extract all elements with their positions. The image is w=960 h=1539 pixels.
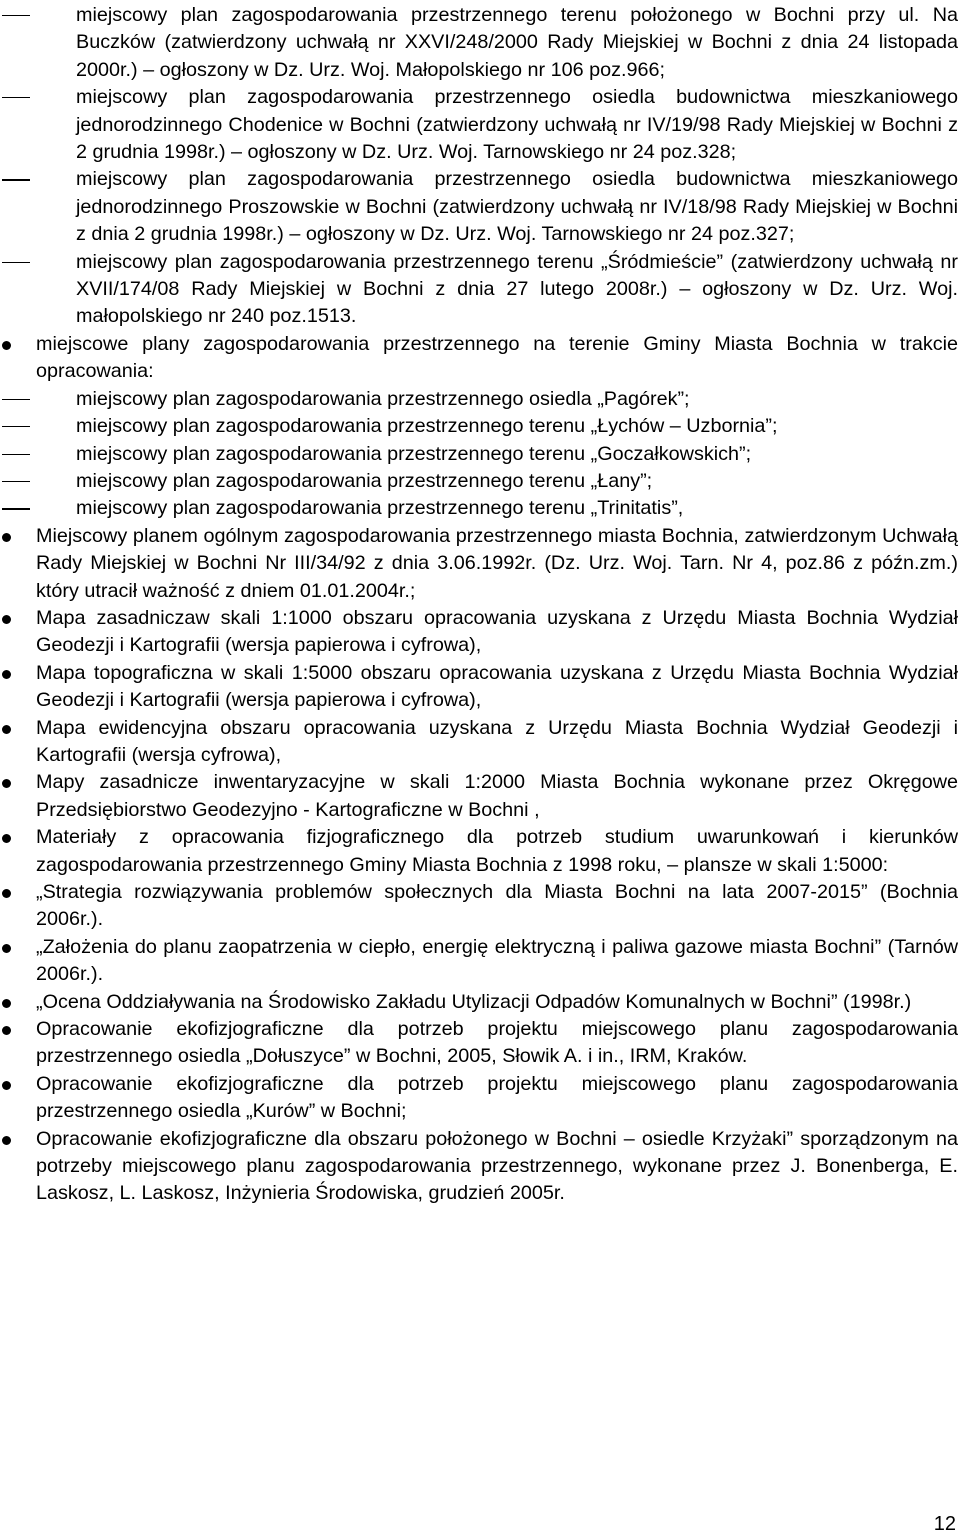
dash-marker (2, 84, 30, 111)
document-body (0, 2, 958, 1208)
bullet-icon (2, 824, 12, 851)
bullet-item-text: Miejscowy planem ogólnym zagospodarowania przestrzennego miasta Bochnia, zatwierdzonym Uchwałą Rady Miejskiej w Bochni Nr III/34/92 z dnia 3.06.1992r. (Dz. Urz. Woj. Tarn. Nr 4, poz.86 z późn.zm.) który utracił ważność z dniem 01.01.2004r.; (36, 524, 958, 602)
list-item (0, 413, 958, 440)
list-item-text: miejscowy plan zagospodarowania przestrzennego osiedla budownictwa mieszkaniowego jednorodzinnego Chodenice w Bochni (zatwierdzony uchwałą nr IV/19/98 Rady Miejskiej w Bochni z 2 grudnia 1998r.) – ogłoszony w Dz. Urz. Woj. Tarnowskiego nr 24 poz.328; (76, 86, 958, 164)
bullet-item (0, 824, 958, 879)
page-number: 12 (933, 1513, 956, 1535)
bullet-item-text: „Założenia do planu zaopatrzenia w ciepło, energię elektryczną i paliwa gazowe miasta Bochni” (Tarnów 2006r.). (36, 935, 958, 986)
bullet-item (0, 660, 958, 715)
list-item-text: miejscowy plan zagospodarowania przestrzennego terenu „Łany”; (76, 469, 653, 492)
list-item-text: miejscowy plan zagospodarowania przestrzennego terenu „Trinitatis”, (76, 497, 684, 520)
dash-marker (2, 413, 30, 440)
bullet-item-text: „Ocena Oddziaływania na Środowisko Zakładu Utylizacji Odpadów Komunalnych w Bochni” (1998r.) (36, 990, 912, 1013)
bullet-item (0, 331, 958, 386)
bullet-item (0, 715, 958, 770)
list-item-text: miejscowy plan zagospodarowania przestrzennego terenu położonego w Bochni przy ul. Na Buczków (zatwierdzony uchwałą nr XXVI/248/2000 Rady Miejskiej w Bochni z dnia 24 listopada 2000r.) – ogłoszony w Dz. Urz. Woj. Małopolskiego nr 106 poz.966; (76, 4, 958, 81)
list-item (0, 468, 958, 495)
bullet-icon (2, 989, 12, 1016)
bullet-item (0, 1071, 958, 1126)
bullet-item (0, 1016, 958, 1071)
list-item-text: miejscowy plan zagospodarowania przestrzennego terenu „Łychów – Uzbornia”; (76, 415, 778, 438)
list-item (0, 2, 958, 84)
bullet-item (0, 605, 958, 660)
list-item (0, 166, 958, 248)
bullet-item-text: Mapa topograficzna w skali 1:5000 obszaru opracowania uzyskana z Urzędu Miasta Bochnia Wydział Geodezji i Kartografii (wersja papierowa i cyfrowa), (36, 661, 958, 712)
list-item-text: miejscowy plan zagospodarowania przestrzennego osiedla budownictwa mieszkaniowego jednorodzinnego Proszowskie w Bochni (zatwierdzony uchwałą nr IV/18/98 Rady Miejskiej w Bochni z dnia 2 grudnia 1998r.) – ogłoszony w Dz. Urz. Woj. Tarnowskiego nr 24 poz.327; (76, 168, 958, 246)
bullet-item (0, 879, 958, 934)
bullet-item (0, 523, 958, 605)
list-item (0, 84, 958, 166)
dash-marker (2, 386, 30, 413)
bullet-item-text: „Strategia rozwiązywania problemów społecznych dla Miasta Bochni na lata 2007-2015” (Bochnia 2006r.). (36, 881, 958, 931)
list-item-text: miejscowy plan zagospodarowania przestrzennego osiedla „Pagórek”; (76, 387, 690, 410)
bullet-icon (2, 1071, 12, 1098)
dash-marker (2, 441, 30, 468)
dash-marker (2, 249, 30, 276)
bullet-item-text: miejscowe plany zagospodarowania przestrzennego na terenie Gminy Miasta Bochnia w trakcie opracowania: (36, 332, 958, 383)
bullet-icon (2, 1016, 12, 1043)
dash-marker (2, 166, 30, 193)
bullet-icon (2, 769, 12, 796)
list-item-text: miejscowy plan zagospodarowania przestrzennego terenu „Goczałkowskich”; (76, 442, 752, 465)
dash-marker (2, 2, 30, 29)
list-item (0, 249, 958, 331)
list-item (0, 441, 958, 468)
bullet-item-text: Opracowanie ekofizjograficzne dla potrzeb projektu miejscowego planu zagospodarowania przestrzennego osiedla „Kurów” w Bochni; (36, 1072, 958, 1123)
bullet-icon (2, 1126, 12, 1153)
bullet-icon (2, 934, 12, 961)
dash-marker (2, 495, 30, 522)
bullet-item-text: Mapy zasadnicze inwentaryzacyjne w skali 1:2000 Miasta Bochnia wykonane przez Okręgowe Przedsiębiorstwo Geodezyjno - Kartograficzne w Bochni , (36, 771, 958, 821)
list-item (0, 386, 958, 413)
bullet-icon (2, 660, 12, 687)
bullet-item (0, 934, 958, 989)
bullet-item-text: Mapa ewidencyjna obszaru opracowania uzyskana z Urzędu Miasta Bochnia Wydział Geodezji i Kartografii (wersja cyfrowa), (36, 716, 958, 766)
bullet-item (0, 1126, 958, 1208)
bullet-item (0, 769, 958, 824)
bullet-icon (2, 879, 12, 906)
dash-marker (2, 468, 30, 495)
bullet-item-text: Opracowanie ekofizjograficzne dla obszaru położonego w Bochni – osiedle Krzyżaki” sporządzonym na potrzeby miejscowego planu zagospodarowania przestrzennego, wykonane przez J. Bonenberga, E. Laskosz, L. Laskosz, Inżynieria Środowiska, grudzień 2005r. (36, 1127, 958, 1205)
bullet-item (0, 989, 958, 1016)
bullet-icon (2, 605, 12, 632)
bullet-icon (2, 715, 12, 742)
bullet-icon (2, 523, 12, 550)
list-item (0, 495, 958, 522)
bullet-icon (2, 331, 12, 358)
bullet-item-text: Materiały z opracowania fizjograficznego dla potrzeb studium uwarunkowań i kierunków zagospodarowania przestrzennego Gminy Miasta Bochnia z 1998 roku, – plansze w skali 1:5000: (36, 826, 958, 876)
bullet-item-text: Mapa zasadniczaw skali 1:1000 obszaru opracowania uzyskana z Urzędu Miasta Bochnia Wydział Geodezji i Kartografii (wersja papierowa i cyfrowa), (36, 606, 958, 657)
bullet-item-text: Opracowanie ekofizjograficzne dla potrzeb projektu miejscowego planu zagospodarowania przestrzennego osiedla „Dołuszyce” w Bochni, 2005, Słowik A. i in., IRM, Kraków. (36, 1018, 958, 1068)
list-item-text: miejscowy plan zagospodarowania przestrzennego terenu „Śródmieście” (zatwierdzony uchwałą nr XVII/174/08 Rady Miejskiej w Bochni z dnia 27 lutego 2008r.) – ogłoszony w Dz. Urz. Woj. małopolskiego nr 240 poz.1513. (76, 250, 958, 328)
